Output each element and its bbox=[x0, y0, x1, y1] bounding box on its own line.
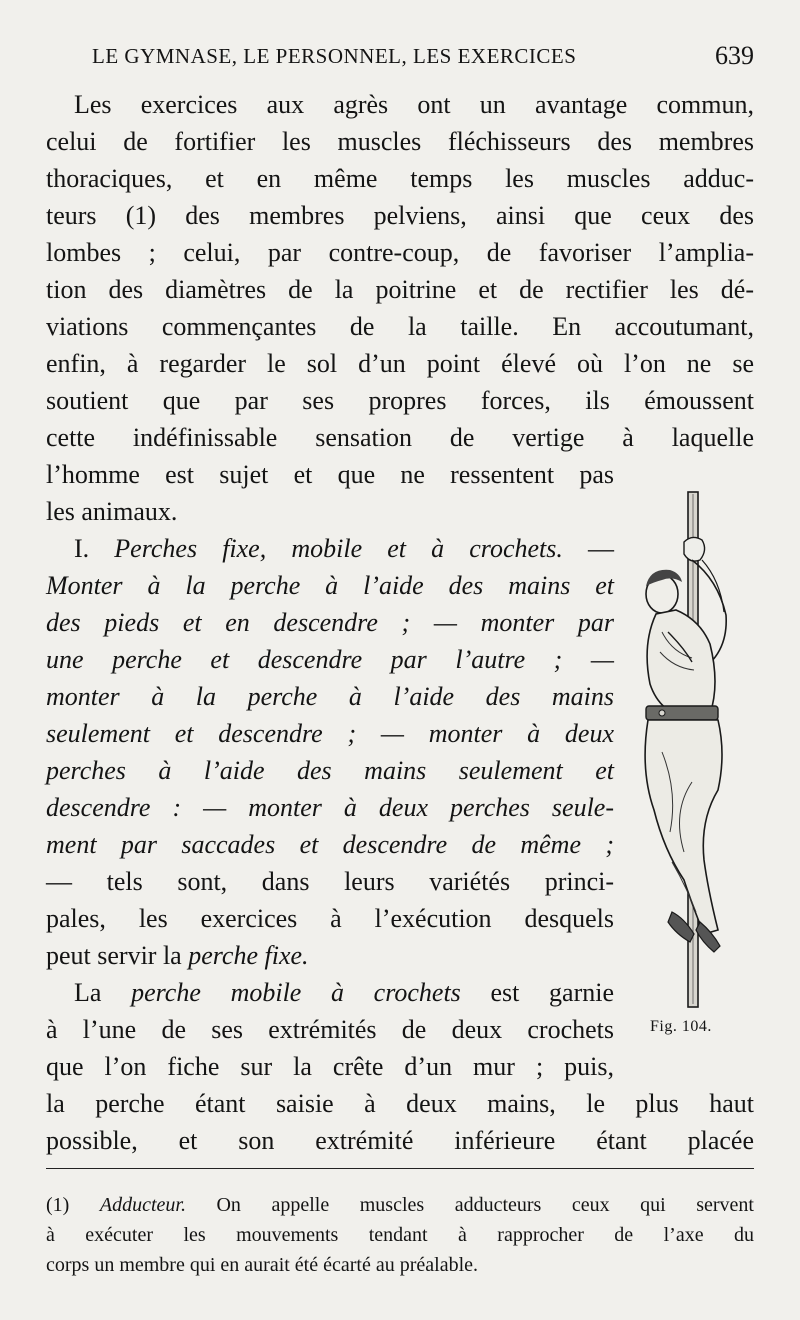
page-number: 639 bbox=[715, 41, 754, 70]
body-line: enfin, à regarder le sol d’un point élevé où l’on ne se bbox=[46, 349, 754, 378]
header-title: LE GYMNASE, LE PERSONNEL, LES EXERCICES bbox=[92, 43, 577, 68]
body-line: perches à l’aide des mains seulement et bbox=[46, 756, 614, 785]
body-line: cette indéfinissable sensation de vertige à laquelle bbox=[46, 423, 754, 452]
climbing-pole-figure-icon bbox=[632, 482, 742, 1012]
body-line: soutient que par ses propres forces, ils émoussent bbox=[46, 386, 754, 415]
body-line: possible, et son extrémité inférieure étant placée bbox=[46, 1126, 754, 1155]
body-line: Les exercices aux agrès ont un avantage commun, bbox=[74, 90, 754, 119]
footnote-term: Adducteur. bbox=[99, 1194, 186, 1216]
body-line: la perche étant saisie à deux mains, le plus haut bbox=[46, 1089, 754, 1118]
body-line: les animaux. bbox=[46, 497, 178, 526]
figure-caption: Fig. 104. bbox=[650, 1018, 712, 1035]
body-line: tion des diamètres de la poitrine et de rectifier les dé- bbox=[46, 275, 754, 304]
body-line: — tels sont, dans leurs variétés princi- bbox=[46, 867, 614, 896]
body-line: celui de fortifier les muscles fléchisseurs des membres bbox=[46, 127, 754, 156]
body-line: peut servir la perche fixe. bbox=[46, 941, 309, 970]
body-line: teurs (1) des membres pelviens, ainsi que ceux des bbox=[46, 201, 754, 230]
footnote-line: à exécuter les mouvements tendant à rapprocher de l’axe du bbox=[46, 1224, 754, 1246]
body-line: seulement et descendre ; — monter à deux bbox=[46, 719, 614, 748]
body-line: ment par saccades et descendre de même ; bbox=[46, 830, 614, 859]
body-line: descendre : — monter à deux perches seule- bbox=[46, 793, 614, 822]
footnote-marker: (1) bbox=[46, 1194, 70, 1216]
section-title: Perches fixe, mobile et à crochets. bbox=[114, 534, 563, 563]
body-line: La perche mobile à crochets est garnie bbox=[74, 978, 615, 1007]
body-line: viations commençantes de la taille. En accoutumant, bbox=[46, 312, 754, 341]
footnote-line bbox=[46, 1190, 754, 1220]
body-line: une perche et descendre par l’autre ; — bbox=[46, 645, 614, 674]
italic-term: perche mobile à crochets bbox=[131, 978, 461, 1007]
body-line: monter à la perche à l’aide des mains bbox=[46, 682, 614, 711]
body-line: à l’une de ses extrémités de deux crochets bbox=[46, 1015, 614, 1044]
running-header bbox=[92, 36, 754, 76]
body-line: que l’on fiche sur la crête d’un mur ; puis, bbox=[46, 1052, 614, 1081]
footnote-rule bbox=[46, 1168, 754, 1169]
body-line: l’homme est sujet et que ne ressentent pas bbox=[46, 460, 614, 489]
body-line: thoraciques, et en même temps les muscles adduc- bbox=[46, 164, 754, 193]
italic-term: perche fixe. bbox=[188, 941, 309, 970]
footnote-line: corps un membre qui en aurait été écarté au préalable. bbox=[46, 1254, 479, 1276]
body-line: Monter à la perche à l’aide des mains et bbox=[46, 571, 614, 600]
section-heading-line: I. Perches fixe, mobile et à crochets. — bbox=[74, 534, 614, 563]
body-line: des pieds et en descendre ; — monter par bbox=[46, 608, 614, 637]
body-line: lombes ; celui, par contre-coup, de favoriser l’amplia- bbox=[46, 238, 754, 267]
body-line: pales, les exercices à l’exécution desquels bbox=[46, 904, 614, 933]
footnote-text: On appelle muscles adducteurs ceux qui servent bbox=[216, 1194, 754, 1216]
